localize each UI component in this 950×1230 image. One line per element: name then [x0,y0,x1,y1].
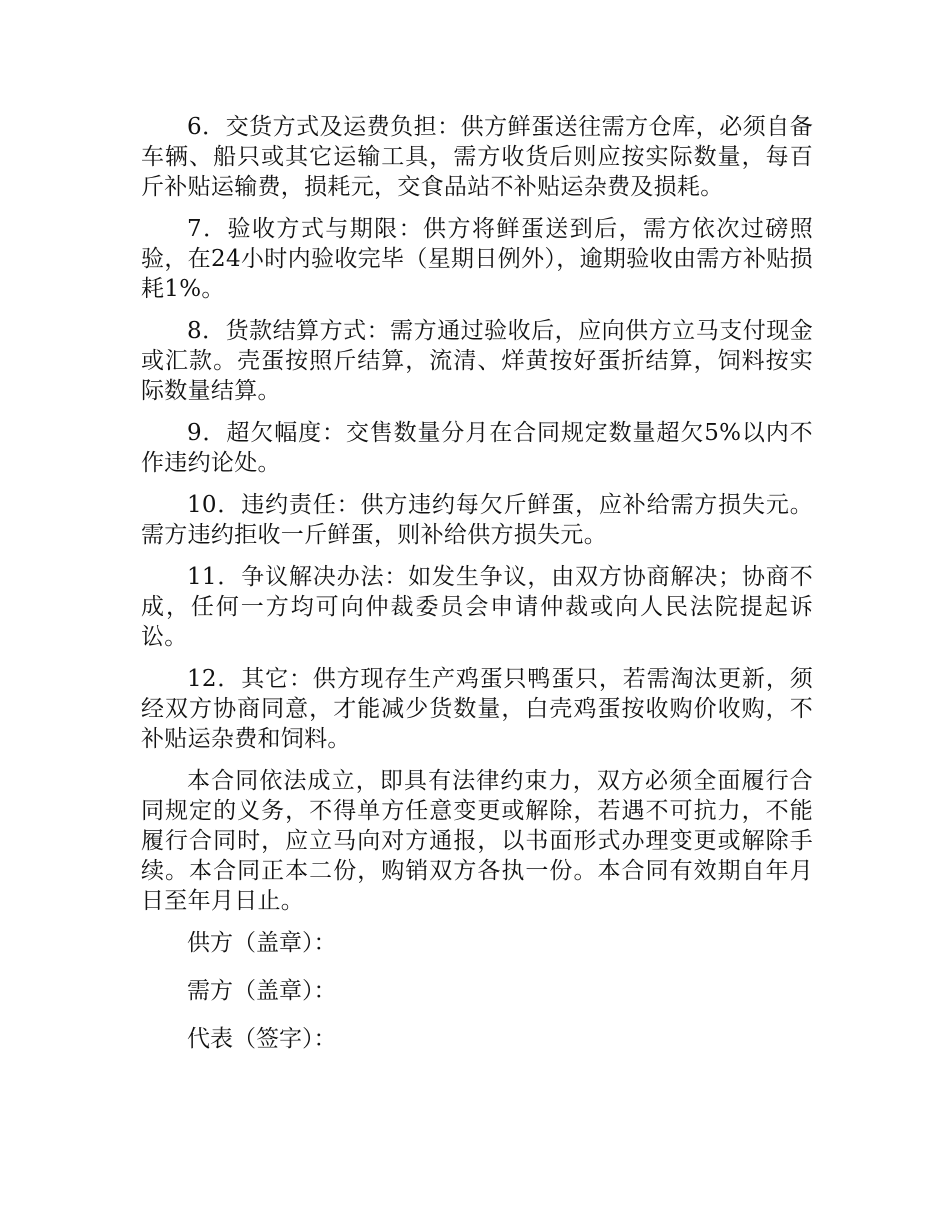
clause-other: 12．其它：供方现存生产鸡蛋只鸭蛋只，若需淘汰更新，须经双方协商同意，才能减少货数量，白壳鸡蛋按收购价收购，不补贴运杂费和饲料。 [141,666,813,752]
clause-liability: 10．违约责任：供方违约每欠斤鲜蛋，应补给需方损失元。需方违约拒收一斤鲜蛋，则补给供方损失元。 [141,492,813,548]
clause-dispute: 11．争议解决办法：如发生争议，由双方协商解决；协商不成，任何一方均可向仲裁委员会申请仲裁或向人民法院提起诉讼。 [141,564,813,650]
document-body [141,112,813,1072]
clause-payment: 8．货款结算方式：需方通过验收后，应向供方立马支付现金或汇款。壳蛋按照斤结算，流清、烊黄按好蛋折结算，饲料按实际数量结算。 [141,318,813,404]
contract-validity: 本合同依法成立，即具有法律约束力，双方必须全面履行合同规定的义务，不得单方任意变更或解除，若遇不可抗力，不能履行合同时，应立马向对方通报，以书面形式办理变更或解除手续。本合同正本二份，购销双方各执一份。本合同有效期自年月日至年月日止。 [141,768,813,914]
buyer-signature-line: 需方（盖章）： [187,978,337,1004]
representative-signature-line: 代表（签字）： [187,1026,337,1052]
clause-delivery: 6．交货方式及运费负担：供方鲜蛋送往需方仓库，必须自备车辆、船只或其它运输工具，需方收货后则应按实际数量，每百斤补贴运输费，损耗元，交食品站不补贴运杂费及损耗。 [141,114,813,200]
clause-acceptance: 7．验收方式与期限：供方将鲜蛋送到后，需方依次过磅照验，在24小时内验收完毕（星期日例外），逾期验收由需方补贴损耗1%。 [141,216,813,302]
supplier-signature-line: 供方（盖章）： [187,930,337,956]
clause-tolerance: 9．超欠幅度：交售数量分月在合同规定数量超欠5%以内不作违约论处。 [141,420,813,476]
